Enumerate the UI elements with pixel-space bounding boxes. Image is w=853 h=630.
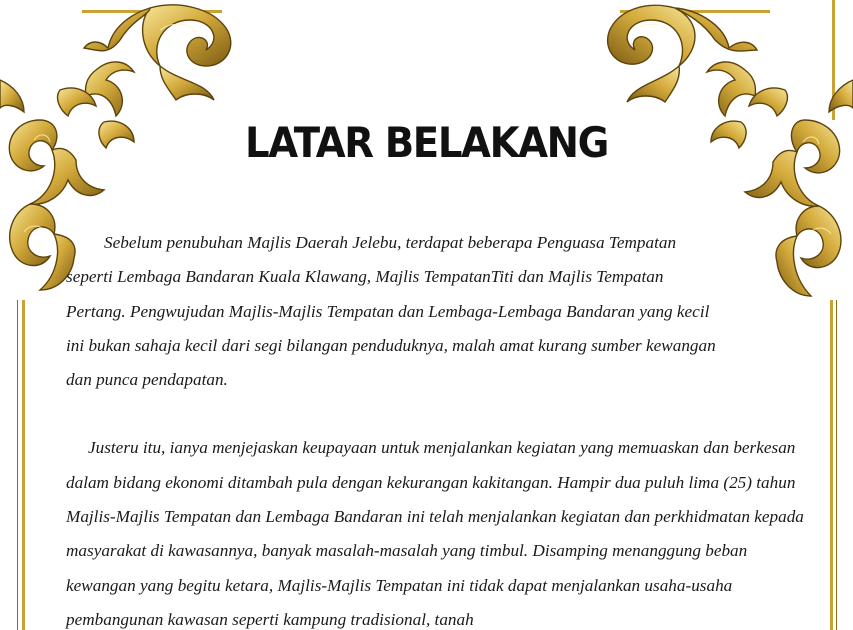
paragraph-2: Justeru itu, ianya menjejaskan keupayaan untuk menjalankan kegiatan yang memuaskan dan berkesan dalam bidang ekonomi ditambah pula dengan kekurangan kakitangan. Hampir dua puluh lima (25) tahun Majlis-Majlis Tempatan dan Lembaga Bandaran ini telah menjalankan kegiatan dan perkhidmatan kepada masyarakat di kawasannya, banyak masalah-masalah yang timbul. Disamping menanggung beban kewangan yang begitu ketara, Majlis-Majlis Tempatan ini tidak dapat menjalankan usaha-usaha pembangunan kawasan seperti kampung tradisional, tanah bbox=[66, 438, 804, 629]
frame-inner-left-line bbox=[17, 300, 18, 630]
paragraph-1: Sebelum penubuhan Majlis Daerah Jelebu, terdapat beberapa Penguasa Tempatan seperti Lembaga Bandaran Kuala Klawang, Majlis TempatanTiti dan Majlis Tempatan Pertang. Pengwujudan Majlis-Majlis Tempatan dan Lembaga-Lembaga Bandaran yang kecil ini bukan sahaja kecil dari segi bilangan penduduknya, malah amat kurang sumber kewangan dan punca pendapatan. bbox=[66, 233, 716, 390]
frame-inner-right-line bbox=[836, 300, 837, 630]
page-title: LATAR BELAKANG bbox=[245, 118, 608, 167]
frame-right-line bbox=[830, 300, 833, 630]
body-text bbox=[66, 226, 811, 630]
frame-left-line bbox=[22, 300, 25, 630]
